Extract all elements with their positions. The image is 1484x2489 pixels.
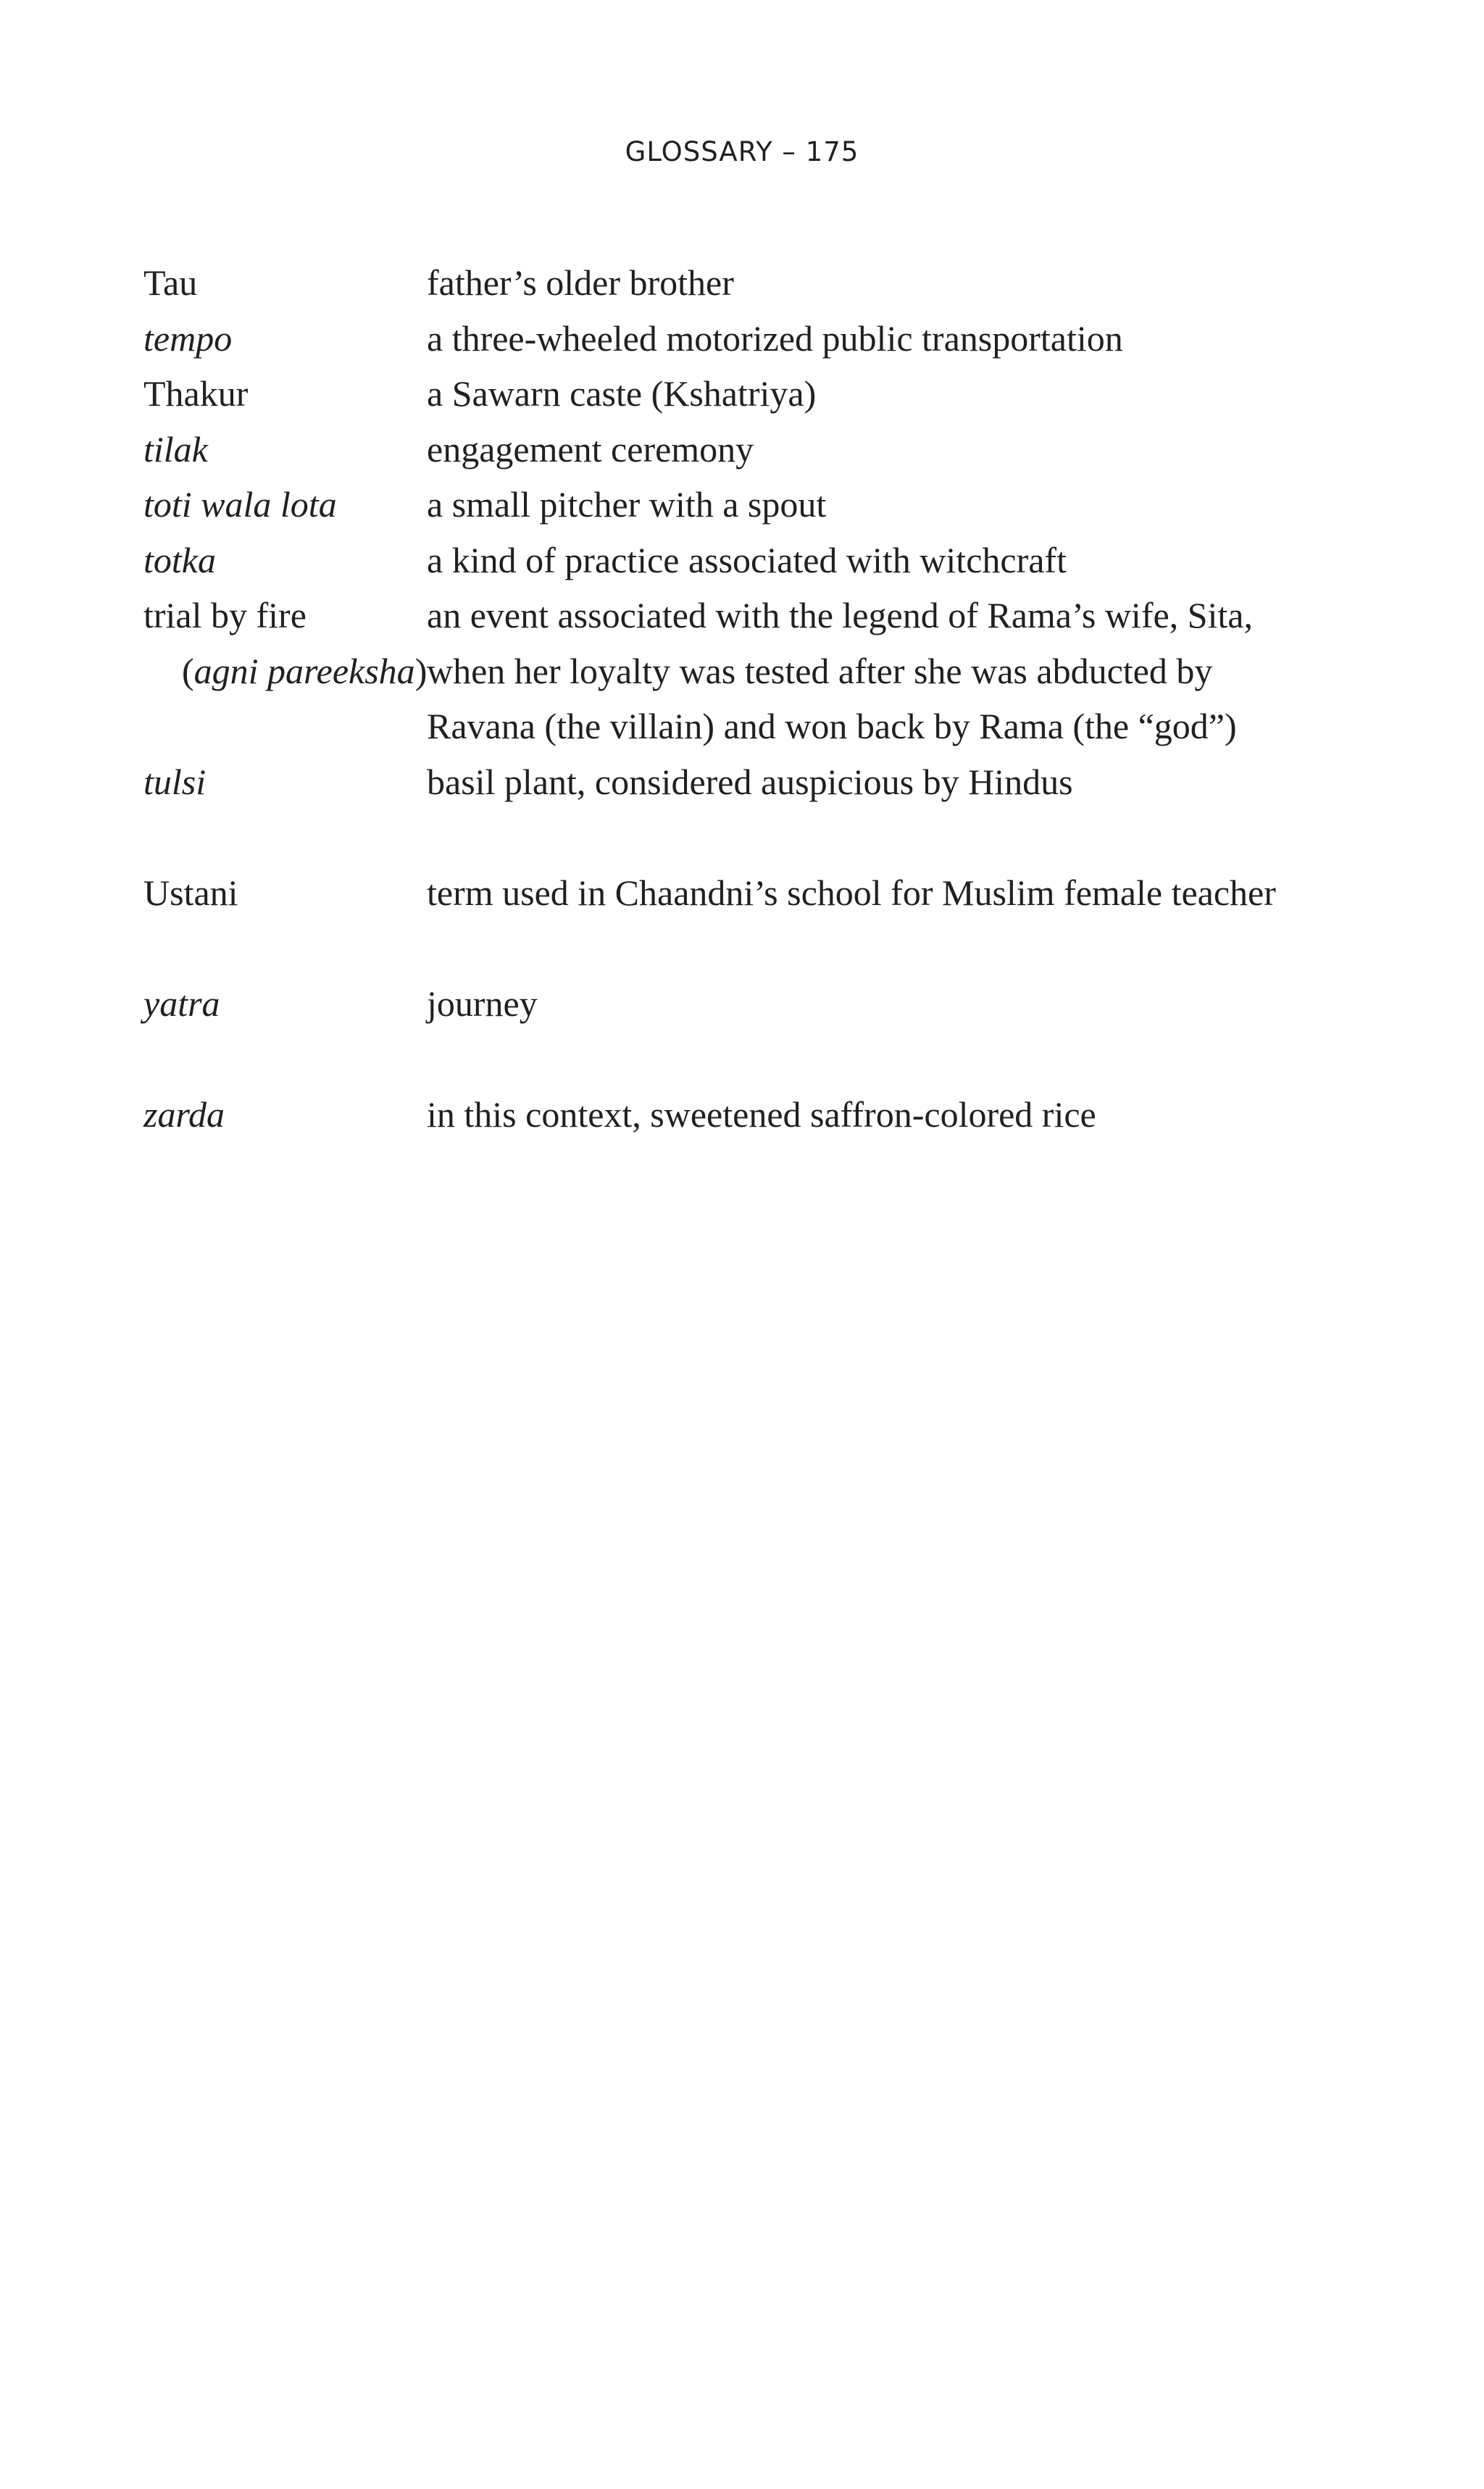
glossary-term: Ustani (143, 872, 238, 913)
glossary-list (143, 255, 1375, 1142)
glossary-term: yatra (143, 983, 220, 1024)
glossary-term: trial by fire (agni pareeksha) (143, 588, 427, 754)
glossary-term: Tau (143, 262, 198, 303)
glossary-entry (143, 311, 1375, 367)
glossary-term: tulsi (143, 761, 207, 802)
glossary-entry (143, 588, 1375, 754)
glossary-term: tilak (143, 428, 208, 470)
glossary-definition: term used in Chaandni’s school for Muslim female teacher (427, 872, 1276, 913)
glossary-entry (143, 422, 1375, 478)
glossary-entry (143, 533, 1375, 588)
glossary-entry (143, 865, 1375, 921)
glossary-subterm: (agni pareeksha) (182, 650, 428, 691)
glossary-entry (143, 477, 1375, 533)
glossary-definition: a Sawarn caste (Kshatriya) (427, 373, 817, 414)
glossary-definition: a kind of practice associated with witchcraft (427, 539, 1067, 580)
glossary-entry (143, 366, 1375, 422)
glossary-entry (143, 976, 1375, 1032)
glossary-definition: a three-wheeled motorized public transportation (427, 317, 1123, 359)
glossary-entry (143, 1087, 1375, 1143)
glossary-definition: engagement ceremony (427, 428, 754, 470)
glossary-term: tempo (143, 317, 233, 359)
glossary-term: zarda (143, 1093, 225, 1135)
glossary-definition: in this context, sweetened saffron-colored rice (427, 1093, 1096, 1135)
glossary-term: totka (143, 539, 216, 580)
glossary-definition: journey (427, 983, 538, 1024)
running-head: GLOSSARY – 175 (625, 136, 859, 167)
glossary-definition: father’s older brother (427, 262, 734, 303)
glossary-term: toti wala lota (143, 484, 337, 525)
glossary-entry (143, 255, 1375, 311)
glossary-entry (143, 754, 1375, 810)
glossary-definition: basil plant, considered auspicious by Hindus (427, 761, 1073, 802)
glossary-term: Thakur (143, 373, 249, 414)
glossary-definition: a small pitcher with a spout (427, 484, 827, 525)
glossary-definition: an event associated with the legend of Rama’s wife, Sita, when her loyalty was tested after she was abducted by Ravana (the villain) and won back by Rama (the “god”) (427, 595, 1253, 746)
